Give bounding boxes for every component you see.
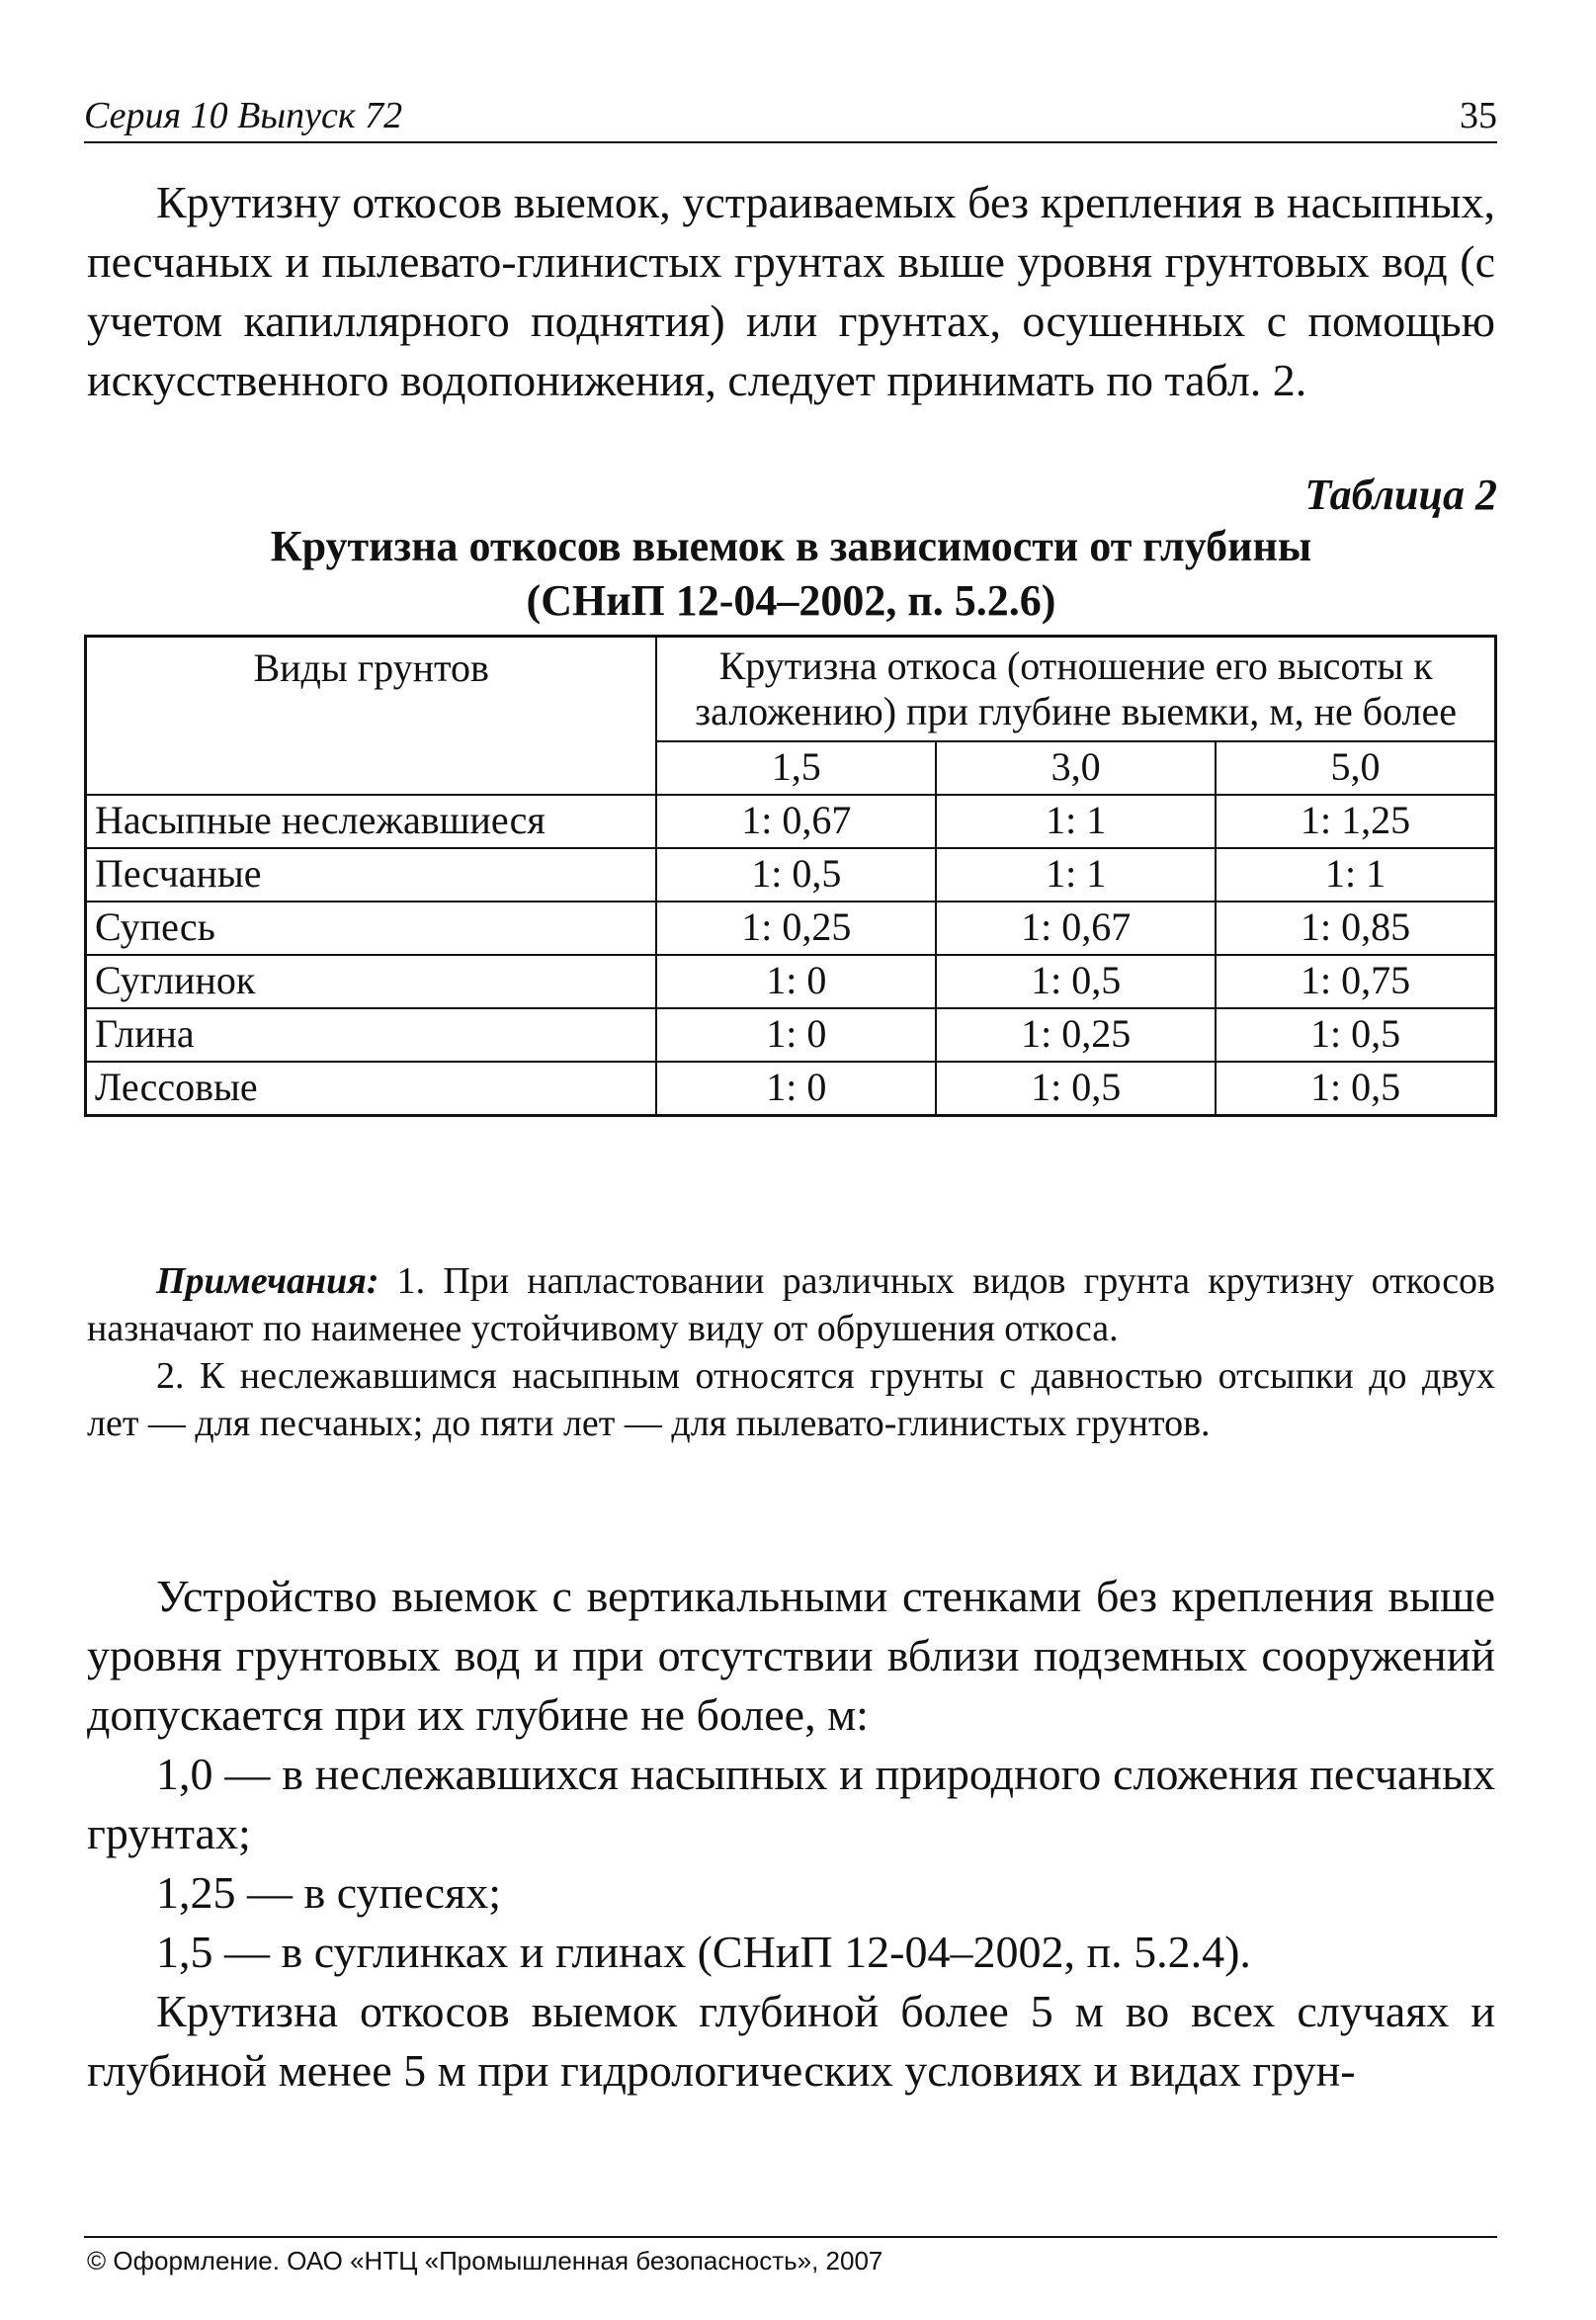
slope-value: 1: 0,67 (936, 902, 1216, 955)
list-item (87, 1923, 1495, 1982)
table-row (86, 848, 1496, 902)
note-2 (87, 1352, 1495, 1447)
slope-value: 1: 0,25 (936, 1008, 1216, 1062)
table-title (87, 519, 1495, 628)
body-section (87, 1567, 1495, 2101)
soil-name: Супесь (86, 902, 657, 955)
list-item-text: 1,5 — в суглинках и глинах (СНиП 12-04–2002, п. 5.2.4). (156, 1927, 1251, 1977)
table-notes (87, 1257, 1495, 1447)
col-header-depth: 3,0 (936, 741, 1216, 795)
slope-value: 1: 0,75 (1216, 955, 1495, 1008)
col-header-depth: 1,5 (656, 741, 936, 795)
slope-value: 1: 0,5 (1216, 1008, 1495, 1062)
slope-value: 1: 0,25 (656, 902, 936, 955)
paragraph-intro (87, 173, 1495, 410)
copyright-footer: © Оформление. ОАО «НТЦ «Промышленная безопасность», 2007 (87, 2246, 883, 2276)
table-label: Таблица 2 (1304, 471, 1497, 519)
soil-name: Глина (86, 1008, 657, 1062)
slope-value: 1: 0 (656, 1062, 936, 1116)
table-row (86, 955, 1496, 1008)
table-row (86, 795, 1496, 848)
soil-name: Насыпные неслежавшиеся (86, 795, 657, 848)
col-header-depth: 5,0 (1216, 741, 1495, 795)
slope-value: 1: 0,5 (1216, 1062, 1495, 1116)
slope-value: 1: 0,5 (936, 1062, 1216, 1116)
series-label: Серия 10 Выпуск 72 (84, 95, 403, 136)
slope-value: 1: 1 (936, 795, 1216, 848)
slope-value: 1: 0,5 (656, 848, 936, 902)
paragraph-intro-text: Крутизну откосов выемок, устраиваемых без крепления в насыпных, песчаных и пылевато-глинистых грунтах выше уровня грунтовых вод (с учетом капиллярного поднятия) или грунтах, осушенных с помощью искусственного водопонижения, следует принимать по табл. 2. (87, 177, 1495, 405)
running-header (84, 94, 1497, 143)
soil-name: Суглинок (86, 955, 657, 1008)
col-header-slope: Крутизна откоса (отношение его высоты к заложению) при глубине выемки, м, не более (656, 637, 1495, 742)
slope-value: 1: 0,5 (936, 955, 1216, 1008)
slope-value: 1: 1 (936, 848, 1216, 902)
soil-name: Песчаные (86, 848, 657, 902)
note-1 (87, 1257, 1495, 1352)
paragraph-slope-depth (87, 1982, 1495, 2101)
list-item (87, 1863, 1495, 1923)
slope-table (84, 635, 1497, 1117)
slope-value: 1: 0,85 (1216, 902, 1495, 955)
notes-label: Примечания: (156, 1260, 379, 1302)
slope-value: 1: 1,25 (1216, 795, 1495, 848)
soil-name: Лессовые (86, 1062, 657, 1116)
note-2-text: 2. К неслежавшимся насыпным относятся грунты с давностью отсыпки до двух лет — для песчаных; до пяти лет — для пылевато-глинистых грунтов. (87, 1355, 1495, 1444)
table-title-line2: (СНиП 12-04–2002, п. 5.2.6) (526, 576, 1056, 625)
list-item-text: 1,25 — в супесях; (156, 1867, 502, 1918)
col-header-soil-type: Виды грунтов (86, 637, 657, 796)
slope-value: 1: 0,67 (656, 795, 936, 848)
footer-divider (84, 2236, 1497, 2238)
table-header-row (86, 637, 1496, 742)
table-row (86, 1062, 1496, 1116)
slope-value: 1: 0 (656, 955, 936, 1008)
table-row (86, 902, 1496, 955)
page-number: 35 (1460, 95, 1497, 136)
paragraph-slope-depth-text: Крутизна откосов выемок глубиной более 5 м во всех случаях и глубиной менее 5 м при гидрологических условиях и видах грун- (87, 1986, 1495, 2096)
slope-value: 1: 0 (656, 1008, 936, 1062)
slope-value: 1: 1 (1216, 848, 1495, 902)
paragraph-vertical-walls-text: Устройство выемок с вертикальными стенками без крепления выше уровня грунтовых вод и при отсутствии вблизи подземных сооружений допускается при их глубине не более, м: (87, 1571, 1495, 1740)
list-item (87, 1745, 1495, 1863)
table-row (86, 1008, 1496, 1062)
list-item-text: 1,0 — в неслежавшихся насыпных и природного сложения песчаных грунтах; (87, 1749, 1495, 1858)
table-title-line1: Крутизна откосов выемок в зависимости от глубины (270, 522, 1312, 570)
note-1-text: 1. При напластовании различных видов грунта крутизну откосов назначают по наименее устойчивому виду от обрушения откоса. (87, 1260, 1496, 1349)
paragraph-vertical-walls (87, 1567, 1495, 1745)
